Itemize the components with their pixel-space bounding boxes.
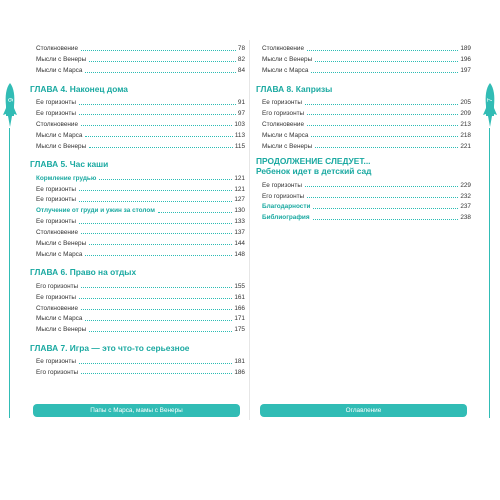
toc-entry	[256, 107, 471, 118]
toc-entry	[30, 128, 245, 139]
toc-entry-page: 97	[237, 110, 245, 118]
dot-leader	[81, 309, 232, 310]
dot-leader	[311, 72, 458, 73]
toc-entry-page: 186	[234, 369, 245, 377]
dot-leader	[89, 147, 233, 148]
dot-leader	[81, 125, 232, 126]
dot-leader	[311, 136, 458, 137]
toc-entry	[30, 279, 245, 290]
toc-entry-page: 148	[234, 250, 245, 258]
rocket-icon	[483, 82, 497, 128]
toc-entry-label: Ее горизонты	[36, 185, 76, 193]
dot-leader	[315, 147, 458, 148]
toc-entry	[30, 139, 245, 150]
toc-entry-page: 189	[460, 45, 471, 53]
chapter-heading	[256, 156, 471, 176]
toc-entry-page: 121	[234, 174, 245, 182]
toc-entry	[256, 128, 471, 139]
page-number-right: 7	[487, 98, 494, 102]
dot-leader	[81, 50, 236, 51]
right-margin-line	[489, 128, 490, 418]
toc-entry-label: Мысли с Венеры	[36, 326, 87, 334]
toc-entry	[256, 200, 471, 211]
toc-entry-label: Ее горизонты	[262, 99, 302, 107]
toc-entry	[256, 96, 471, 107]
toc-entry-page: 161	[234, 293, 245, 301]
toc-entry-page: 155	[234, 282, 245, 290]
toc-entry-page: 113	[234, 131, 245, 139]
toc-entry-label: Мысли с Марса	[36, 131, 83, 139]
toc-entry-page: 91	[237, 99, 245, 107]
dot-leader	[89, 331, 232, 332]
dot-leader	[313, 208, 458, 209]
dot-leader	[307, 114, 458, 115]
rocket-icon	[3, 82, 17, 128]
toc-entry	[256, 211, 471, 222]
toc-entry-label: Мысли с Марса	[36, 315, 83, 323]
toc-entry-label: Ее горизонты	[36, 358, 76, 366]
toc-entry	[256, 178, 471, 189]
toc-entry	[30, 204, 245, 215]
left-page	[30, 42, 245, 376]
toc-entry-label: Отлучение от груди и ужин за столом	[36, 207, 155, 215]
toc-entry-page: 218	[460, 131, 471, 139]
toc-entry-label: Ее горизонты	[36, 196, 76, 204]
toc-entry-page: 144	[234, 239, 245, 247]
toc-entry-page: 130	[234, 207, 245, 215]
toc-entry-page: 127	[234, 196, 245, 204]
left-margin-line	[9, 128, 10, 418]
toc-entry-page: 196	[460, 56, 471, 64]
toc-entry-label: Ее горизонты	[36, 218, 76, 226]
toc-entry-label: Ее горизонты	[262, 181, 302, 189]
toc-entry-label: Кормление грудью	[36, 174, 97, 182]
toc-entry	[30, 366, 245, 377]
dot-leader	[89, 61, 236, 62]
toc-entry-label: Мысли с Марса	[262, 67, 309, 75]
page-number-left: 6	[6, 98, 13, 102]
toc-entry-label: Столкновение	[262, 45, 305, 53]
chapter-heading-line: Ребенок идет в детский сад	[256, 166, 372, 177]
toc-entry-label: Благодарности	[262, 203, 311, 211]
toc-entry-page: 78	[237, 45, 245, 53]
toc-entry	[256, 139, 471, 150]
dot-leader	[313, 219, 459, 220]
toc-entry	[30, 64, 245, 75]
left-footer-bar	[33, 404, 240, 417]
dot-leader	[305, 186, 458, 187]
dot-leader	[79, 104, 236, 105]
dot-leader	[85, 320, 232, 321]
dot-leader	[79, 190, 232, 191]
dot-leader	[307, 125, 458, 126]
toc-entry-page: 221	[460, 142, 471, 150]
toc-entry	[30, 226, 245, 237]
toc-entry-label: Его горизонты	[36, 282, 79, 290]
dot-leader	[81, 233, 232, 234]
right-page	[256, 42, 471, 222]
toc-entry	[256, 189, 471, 200]
toc-entry-label: Мысли с Марса	[36, 67, 83, 75]
toc-entry-page: 229	[460, 181, 471, 189]
toc-entry	[30, 312, 245, 323]
toc-entry-page: 133	[234, 218, 245, 226]
toc-entry-page: 84	[237, 67, 245, 75]
toc-entry-label: Ее горизонты	[36, 293, 76, 301]
dot-leader	[85, 255, 232, 256]
toc-entry	[30, 182, 245, 193]
toc-entry-label: Мысли с Венеры	[36, 142, 87, 150]
toc-entry	[30, 42, 245, 53]
toc-entry	[30, 247, 245, 258]
toc-entry-page: 181	[234, 358, 245, 366]
toc-entry	[256, 64, 471, 75]
dot-leader	[315, 61, 458, 62]
toc-entry	[30, 323, 245, 334]
toc-entry-page: 197	[460, 67, 471, 75]
gutter-divider	[249, 40, 250, 420]
toc-entry-page: 171	[234, 315, 245, 323]
toc-entry-label: Мысли с Венеры	[36, 239, 87, 247]
toc-entry-label: Его горизонты	[36, 369, 79, 377]
toc-entry	[30, 290, 245, 301]
toc-entry-label: Ее горизонты	[36, 99, 76, 107]
toc-entry-page: 205	[460, 99, 471, 107]
dot-leader	[81, 287, 232, 288]
toc-entry-page: 166	[234, 304, 245, 312]
dot-leader	[307, 197, 458, 198]
book-title-footer: Папы с Марса, мамы с Венеры	[90, 407, 183, 414]
toc-entry-label: Мысли с Венеры	[36, 56, 87, 64]
toc-entry-page: 213	[460, 120, 471, 128]
dot-leader	[99, 179, 232, 180]
dot-leader	[89, 244, 232, 245]
dot-leader	[79, 223, 232, 224]
toc-entry-label: Столкновение	[36, 120, 79, 128]
toc-entry-label: Столкновение	[36, 229, 79, 237]
contents-footer: Оглавление	[345, 407, 382, 414]
toc-entry-page: 237	[460, 203, 471, 211]
toc-entry-label: Столкновение	[262, 120, 305, 128]
chapter-heading: ГЛАВА 6. Право на отдых	[30, 267, 137, 278]
toc-entry	[30, 53, 245, 64]
toc-entry-page: 103	[234, 120, 245, 128]
toc-entry-label: Ее горизонты	[36, 110, 76, 118]
toc-entry	[30, 215, 245, 226]
dot-leader	[79, 201, 232, 202]
dot-leader	[85, 136, 232, 137]
toc-entry-label: Его горизонты	[262, 110, 305, 118]
toc-entry	[256, 53, 471, 64]
toc-entry-page: 82	[237, 56, 245, 64]
toc-entry	[30, 193, 245, 204]
chapter-heading: ГЛАВА 7. Игра — это что-то серьезное	[30, 342, 190, 353]
toc-entry-page: 232	[460, 192, 471, 200]
toc-entry-label: Его горизонты	[262, 192, 305, 200]
toc-entry-label: Мысли с Марса	[262, 131, 309, 139]
toc-entry-page: 209	[460, 110, 471, 118]
toc-entry-label: Столкновение	[36, 45, 79, 53]
toc-entry	[30, 171, 245, 182]
toc-entry-label: Мысли с Венеры	[262, 142, 313, 150]
toc-entry	[30, 236, 245, 247]
dot-leader	[85, 72, 235, 73]
chapter-heading: ГЛАВА 5. Час каши	[30, 159, 109, 170]
toc-entry-page: 121	[234, 185, 245, 193]
chapter-heading: ГЛАВА 4. Наконец дома	[30, 83, 128, 94]
toc-entry	[256, 117, 471, 128]
dot-leader	[79, 298, 232, 299]
chapter-heading-line: ПРОДОЛЖЕНИЕ СЛЕДУЕТ...	[256, 156, 371, 167]
toc-entry	[30, 301, 245, 312]
toc-entry	[30, 355, 245, 366]
dot-leader	[305, 104, 458, 105]
dot-leader	[79, 363, 232, 364]
toc-entry-label: Столкновение	[36, 304, 79, 312]
toc-entry-label: Мысли с Марса	[36, 250, 83, 258]
toc-entry	[30, 96, 245, 107]
right-footer-bar	[260, 404, 467, 417]
dot-leader	[79, 114, 236, 115]
toc-entry	[30, 117, 245, 128]
toc-entry-page: 137	[234, 229, 245, 237]
chapter-heading: ГЛАВА 8. Капризы	[256, 83, 333, 94]
toc-entry-label: Мысли с Венеры	[262, 56, 313, 64]
dot-leader	[158, 212, 232, 213]
toc-entry	[256, 42, 471, 53]
toc-entry-page: 115	[234, 142, 245, 150]
toc-entry-page: 175	[234, 326, 245, 334]
toc-entry-page: 238	[460, 214, 471, 222]
toc-entry-label: Библиография	[262, 214, 310, 222]
dot-leader	[81, 373, 232, 374]
dot-leader	[307, 50, 458, 51]
toc-entry	[30, 107, 245, 118]
